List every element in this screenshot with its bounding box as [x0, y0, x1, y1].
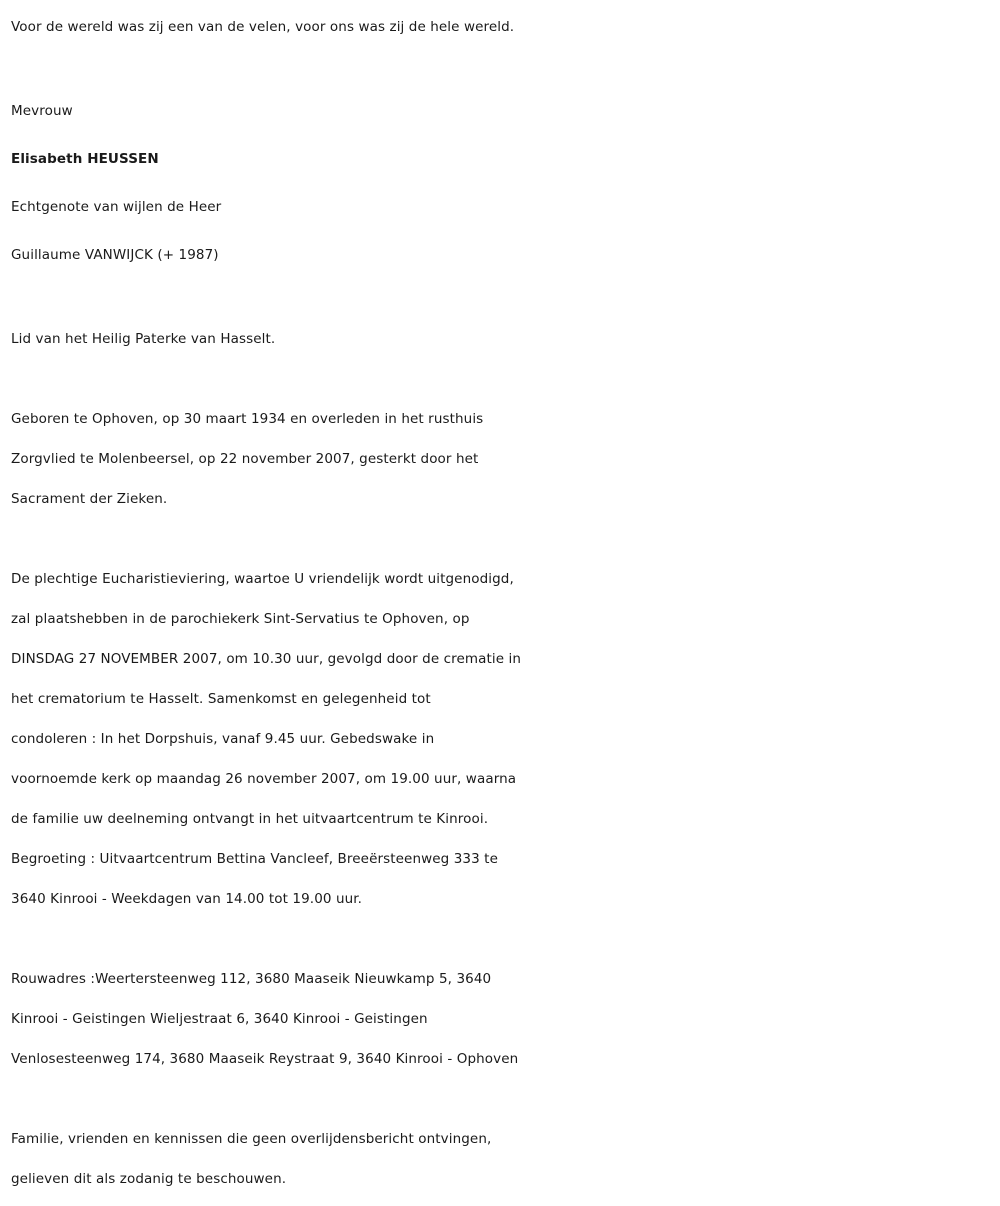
closing-paragraph [11, 1119, 1000, 1199]
paragraph-line: Venlosesteenweg 174, 3680 Maaseik Reystraat 9, 3640 Kinrooi - Ophoven [11, 1051, 519, 1067]
paragraph-line: gelieven dit als zodanig te beschouwen. [11, 1171, 287, 1187]
membership: Lid van het Heilig Paterke van Hasselt. [11, 331, 276, 347]
paragraph-line: de familie uw deelneming ontvangt in het uitvaartcentrum te Kinrooi. [11, 811, 489, 827]
paragraph-line: De plechtige Eucharistieviering, waartoe U vriendelijk wordt uitgenodigd, [11, 571, 514, 587]
paragraph-line: het crematorium te Hasselt. Samenkomst en gelegenheid tot [11, 691, 431, 707]
paragraph-line: Geboren te Ophoven, op 30 maart 1934 en overleden in het rusthuis [11, 411, 484, 427]
deceased-block [11, 87, 1000, 279]
ceremony-paragraph [11, 559, 1000, 919]
paragraph-line: Familie, vrienden en kennissen die geen overlijdensbericht ontvingen, [11, 1131, 492, 1147]
paragraph-line: zal plaatshebben in de parochiekerk Sint-Servatius te Ophoven, op [11, 611, 470, 627]
paragraph-line: voornoemde kerk op maandag 26 november 2007, om 19.00 uur, waarna [11, 771, 517, 787]
paragraph-line: Kinrooi - Geistingen Wieljestraat 6, 3640 Kinrooi - Geistingen [11, 1011, 428, 1027]
paragraph-line: Begroeting : Uitvaartcentrum Bettina Vancleef, Breeërsteenweg 333 te [11, 851, 498, 867]
birth-death-paragraph [11, 399, 1000, 519]
paragraph-line: Zorgvlied te Molenbeersel, op 22 november 2007, gesterkt door het [11, 451, 479, 467]
paragraph-line: Sacrament der Zieken. [11, 491, 168, 507]
paragraph-line: Rouwadres :Weertersteenweg 112, 3680 Maaseik Nieuwkamp 5, 3640 [11, 971, 492, 987]
intro-quote: Voor de wereld was zij een van de velen, voor ons was zij de hele wereld. [11, 19, 515, 35]
deceased-name: Elisabeth HEUSSEN [11, 151, 159, 167]
paragraph-line: condoleren : In het Dorpshuis, vanaf 9.45 uur. Gebedswake in [11, 731, 435, 747]
paragraph-line: DINSDAG 27 NOVEMBER 2007, om 10.30 uur, gevolgd door de crematie in [11, 651, 522, 667]
salutation: Mevrouw [11, 103, 73, 119]
spouse-line-1: Echtgenote van wijlen de Heer [11, 199, 222, 215]
paragraph-line: 3640 Kinrooi - Weekdagen van 14.00 tot 19.00 uur. [11, 891, 363, 907]
spouse-line-2: Guillaume VANWIJCK (+ 1987) [11, 247, 219, 263]
mourning-address-paragraph [11, 959, 1000, 1079]
